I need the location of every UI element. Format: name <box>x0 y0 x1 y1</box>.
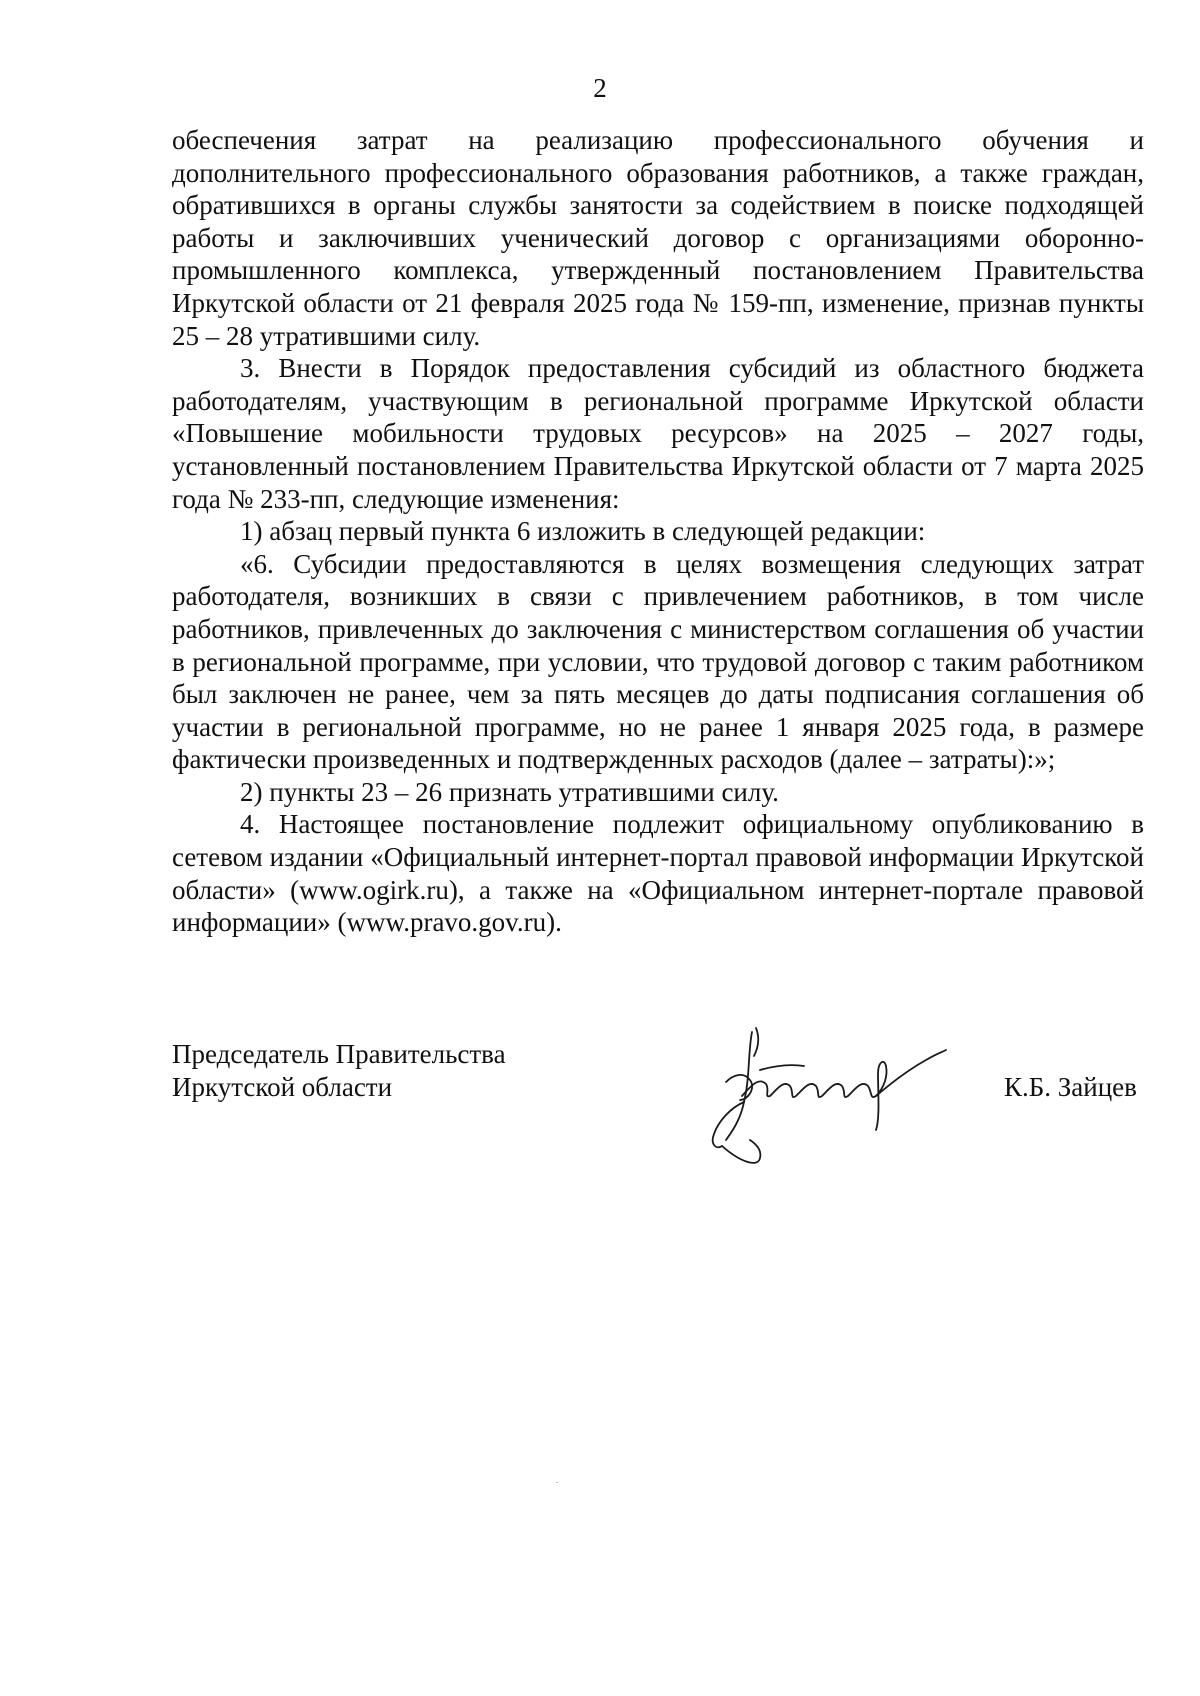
paragraph-item-3: 3. Внести в Порядок предоставления субсидий из областного бюджета работодателям, участвующим в региональной программе Иркутской области «Повышение мобильности трудовых ресурсов» на 2025 – 2027 годы, установленный постановлением Правительства Иркутской области от 7 марта 2025 года № 233-пп, следующие изменения: <box>172 353 1144 514</box>
paragraph-subitem-1: 1) абзац первый пункта 6 изложить в следующей редакции: <box>240 516 926 547</box>
page-number: 2 <box>593 73 607 103</box>
paragraph-quoted-item-6: «6. Субсидии предоставляются в целях возмещения следующих затрат работодателя, возникших в связи с привлечением работников, в том числе работников, привлеченных до заключения с министерством соглашения об участии в региональной программе, при условии, что трудовой договор с таким работником был заключен не ранее, чем за пять месяцев до даты подписания соглашения об участии в региональной программе, но не ранее 1 января 2025 года, в размере фактически произведенных и подтвержденных расходов (далее – затраты):»; <box>172 548 1144 775</box>
document-body <box>172 124 1144 939</box>
scan-artifact <box>556 1482 558 1483</box>
handwritten-signature-icon <box>700 1022 960 1172</box>
signatory-title-line-1: Председатель Правительства <box>172 1039 506 1069</box>
signatory-title-line-2: Иркутской области <box>172 1072 393 1102</box>
signatory-title <box>172 1038 506 1104</box>
paragraph-subitem-2: 2) пункты 23 – 26 признать утратившими силу. <box>240 776 779 807</box>
paragraph-item-4: 4. Настоящее постановление подлежит официальному опубликованию в сетевом издании «Официальный интернет-портал правовой информации Иркутской области» (www.ogirk.ru), а также на «Официальном интернет-портале правовой информации» (www.pravo.gov.ru). <box>172 809 1144 938</box>
signatory-name: К.Б. Зайцев <box>1004 1072 1137 1102</box>
paragraph-continuation: обеспечения затрат на реализацию профессионального обучения и дополнительного профессионального образования работников, а также граждан, обратившихся в органы службы занятости за содействием в поиске подходящей работы и заключивших ученический договор с организациями оборонно-промышленного комплекса, утвержденный постановлением Правительства Иркутской области от 21 февраля 2025 года № 159-пп, изменение, признав пункты 25 – 28 утратившими силу. <box>172 125 1144 351</box>
